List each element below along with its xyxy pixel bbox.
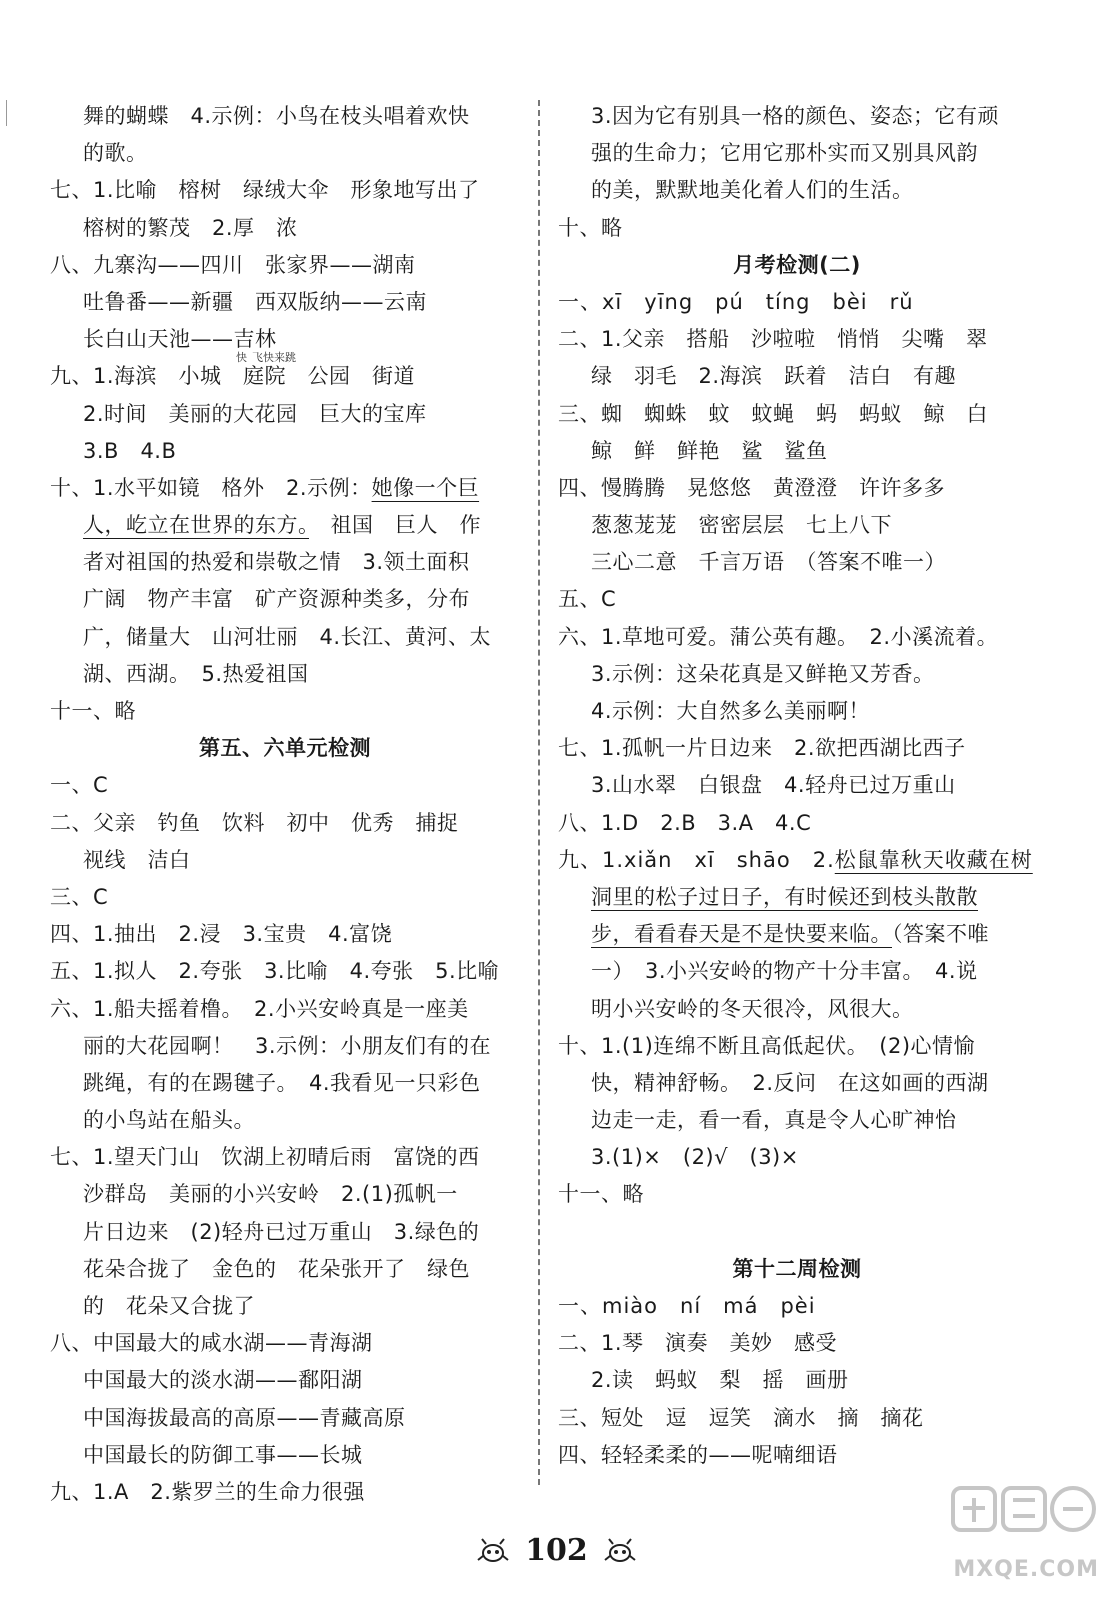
watermark (949, 1482, 1099, 1582)
text-line: 的歌。 (83, 141, 148, 166)
page-number: 102 (525, 1533, 588, 1568)
column-divider (538, 100, 540, 1485)
text-line: 3.B 4.B (83, 438, 177, 463)
text-line (50, 470, 520, 507)
text-line: 九、1.A 2.紫罗兰的生命力很强 (50, 1479, 365, 1504)
text-line: 七、1.望天门山 饮湖上初晴后雨 富饶的西 (50, 1145, 480, 1170)
text-line: 强的生命力；它用它那朴实而又别具风韵 (591, 141, 978, 166)
text-line: 葱葱茏茏 密密层层 七上八下 (591, 513, 892, 538)
text-line: 中国最大的淡水湖——鄱阳湖 (83, 1368, 363, 1393)
text-line: 八、中国最大的咸水湖——青海湖 (50, 1331, 373, 1356)
text-line: 二、父亲 钓鱼 饮料 初中 优秀 捕捉 (50, 810, 459, 835)
text-line: 榕树的繁茂 2.厚 浓 (83, 215, 298, 240)
text-line: 花朵合拢了 金色的 花朵张开了 绿色 (83, 1256, 470, 1281)
text-line: 十、略 (558, 215, 623, 240)
text-line: 六、1.船夫摇着橹。 2.小兴安岭真是一座美 (50, 996, 469, 1021)
text-line: 吐鲁番——新疆 西双版纳——云南 (83, 289, 427, 314)
text-line: 二、1.父亲 搭船 沙啦啦 悄悄 尖嘴 翠 (558, 327, 988, 352)
text-line: 明小兴安岭的冬天很冷，风很大。 (591, 996, 914, 1021)
watermark-text: MXQE.COM (953, 1557, 1099, 1582)
underlined-answer: 步，看看春天是不是快要来临。 (591, 922, 892, 947)
text-line: 舞的蝴蝶 4.示例：小鸟在枝头唱着欢快 (83, 104, 470, 128)
text-line: 2.读 蚂蚁 梨 摇 画册 (591, 1368, 849, 1393)
text-line (558, 916, 1036, 953)
right-column (558, 98, 1036, 1474)
text-line: 五、1.拟人 2.夸张 3.比喻 4.夸张 5.比喻 (50, 959, 500, 984)
text-line (50, 507, 520, 544)
text-line: 片日边来 (2)轻舟已过万重山 3.绿色的 (83, 1219, 480, 1244)
text-line: 二、1.琴 演奏 美妙 感受 (558, 1331, 838, 1356)
text-segment: 九、1.xiǎn xī shāo 2. (558, 847, 835, 872)
beetle-decoration-icon (476, 1538, 510, 1564)
text-line: 湖、西湖。 5.热爱祖国 (83, 661, 309, 686)
text-line: 七、1.比喻 榕树 绿绒大伞 形象地写出了 (50, 178, 480, 203)
text-line: 3.因为它有别具一格的颜色、姿态；它有顽 (591, 104, 1000, 128)
text-line: 鲸 鲜 鲜艳 鲨 鲨鱼 (591, 438, 828, 463)
text-segment: 祖国 巨人 作 (309, 513, 481, 538)
text-line: 四、1.抽出 2.浸 3.宝贵 4.富饶 (50, 922, 393, 947)
text-line: 中国最长的防御工事——长城 (83, 1442, 363, 1467)
text-line: 五、C (558, 587, 617, 612)
text-line: 三心二意 千言万语 （答案不唯一） (591, 550, 946, 575)
watermark-logo-icon (949, 1482, 1099, 1548)
underlined-answer: 松鼠靠秋天收藏在树 (834, 847, 1033, 872)
text-line: 边走一走，看一看，真是令人心旷神怡 (591, 1108, 957, 1133)
spacer (558, 1214, 1036, 1251)
text-line: 跳绳，有的在踢毽子。 4.我看见一只彩色 (83, 1070, 481, 1095)
text-line: 的小鸟站在船头。 (83, 1108, 255, 1133)
text-line: 十、1.(1)连绵不断且高低起伏。 (2)心情愉 (558, 1033, 976, 1058)
text-line: 沙群岛 美丽的小兴安岭 2.(1)孤帆一 (83, 1182, 458, 1207)
text-line: 2.时间 美丽的大花园 巨大的宝库 (83, 401, 427, 426)
text-line: 3.示例：这朵花真是又鲜艳又芳香。 (591, 661, 935, 686)
page-edge-line (6, 100, 7, 126)
underlined-answer: 洞里的松子过日子，有时候还到枝头散散 (591, 884, 978, 909)
text-line: 4.示例：大自然多么美丽啊！ (591, 699, 871, 723)
text-line: 广阔 物产丰富 矿产资源种类多，分布 (83, 587, 470, 612)
text-line: 四、轻轻柔柔的——呢喃细语 (558, 1442, 838, 1467)
underlined-answer: 人，屹立在世界的东方。 (83, 513, 309, 538)
text-line: 八、九寨沟——四川 张家界——湖南 (50, 252, 416, 277)
handwritten-scribble: 飞快来跳 (252, 351, 296, 364)
text-line: 者对祖国的热爱和崇敬之情 3.领土面积 (83, 550, 470, 575)
page-footer (0, 1533, 1113, 1575)
text-line: 3.(1)× (2)√ (3)× (591, 1145, 799, 1170)
text-line (558, 842, 1036, 879)
text-line: 十一、略 (50, 699, 136, 723)
text-line: 广，储量大 山河壮丽 4.长江、黄河、太 (83, 624, 492, 649)
text-line (558, 879, 1036, 916)
text-line: 长白山天池——吉林 (83, 327, 277, 352)
text-line: 四、慢腾腾 晃悠悠 黄澄澄 许许多多 (558, 475, 945, 500)
text-line: 三、蜘 蜘蛛 蚊 蚊蝇 蚂 蚂蚁 鲸 白 (558, 401, 988, 426)
section-heading: 第五、六单元检测 (199, 736, 371, 761)
text-line: 六、1.草地可爱。蒲公英有趣。 2.小溪流着。 (558, 624, 999, 649)
text-line: 三、短处 逗 逗笑 滴水 摘 摘花 (558, 1405, 924, 1430)
text-line: 八、1.D 2.B 3.A 4.C (558, 810, 812, 835)
text-line: 的 花朵又合拢了 (83, 1294, 255, 1318)
text-line: 视线 洁白 (83, 847, 191, 872)
left-column (50, 98, 520, 1511)
text-line: 九、1.海滨 小城 庭院 公园 街道 (50, 364, 416, 389)
text-line: 3.山水翠 白银盘 4.轻舟已过万重山 (591, 773, 956, 798)
text-line: 快，精神舒畅。 2.反问 在这如画的西湖 (591, 1070, 989, 1095)
text-line: 一） 3.小兴安岭的物产十分丰富。 4.说 (591, 959, 978, 984)
text-line: 丽的大花园啊！ 3.示例：小朋友们有的在 (83, 1033, 492, 1058)
text-segment: （答案不唯 (892, 922, 989, 947)
pinyin-line: 一、xī yīng pú tíng bèi rǔ (558, 289, 914, 314)
text-line: 中国海拔最高的高原——青藏高原 (83, 1405, 406, 1430)
text-line: 一、C (50, 773, 109, 798)
handwritten-scribble: 快 (236, 351, 247, 364)
section-heading: 月考检测(二) (733, 252, 861, 277)
text-line: 绿 羽毛 2.海滨 跃着 洁白 有趣 (591, 364, 957, 389)
pinyin-line: 一、miào ní má pèi (558, 1294, 816, 1318)
text-line: 三、C (50, 884, 109, 909)
underlined-answer: 她像一个巨 (371, 475, 480, 500)
text-line: 十一、略 (558, 1182, 644, 1207)
beetle-decoration-icon (603, 1538, 637, 1564)
text-segment: 十、1.水平如镜 格外 2.示例： (50, 475, 372, 500)
section-heading: 第十二周检测 (732, 1256, 862, 1281)
text-line: 七、1.孤帆一片日边来 2.欲把西湖比西子 (558, 736, 966, 761)
text-line: 的美，默默地美化着人们的生活。 (591, 178, 914, 203)
